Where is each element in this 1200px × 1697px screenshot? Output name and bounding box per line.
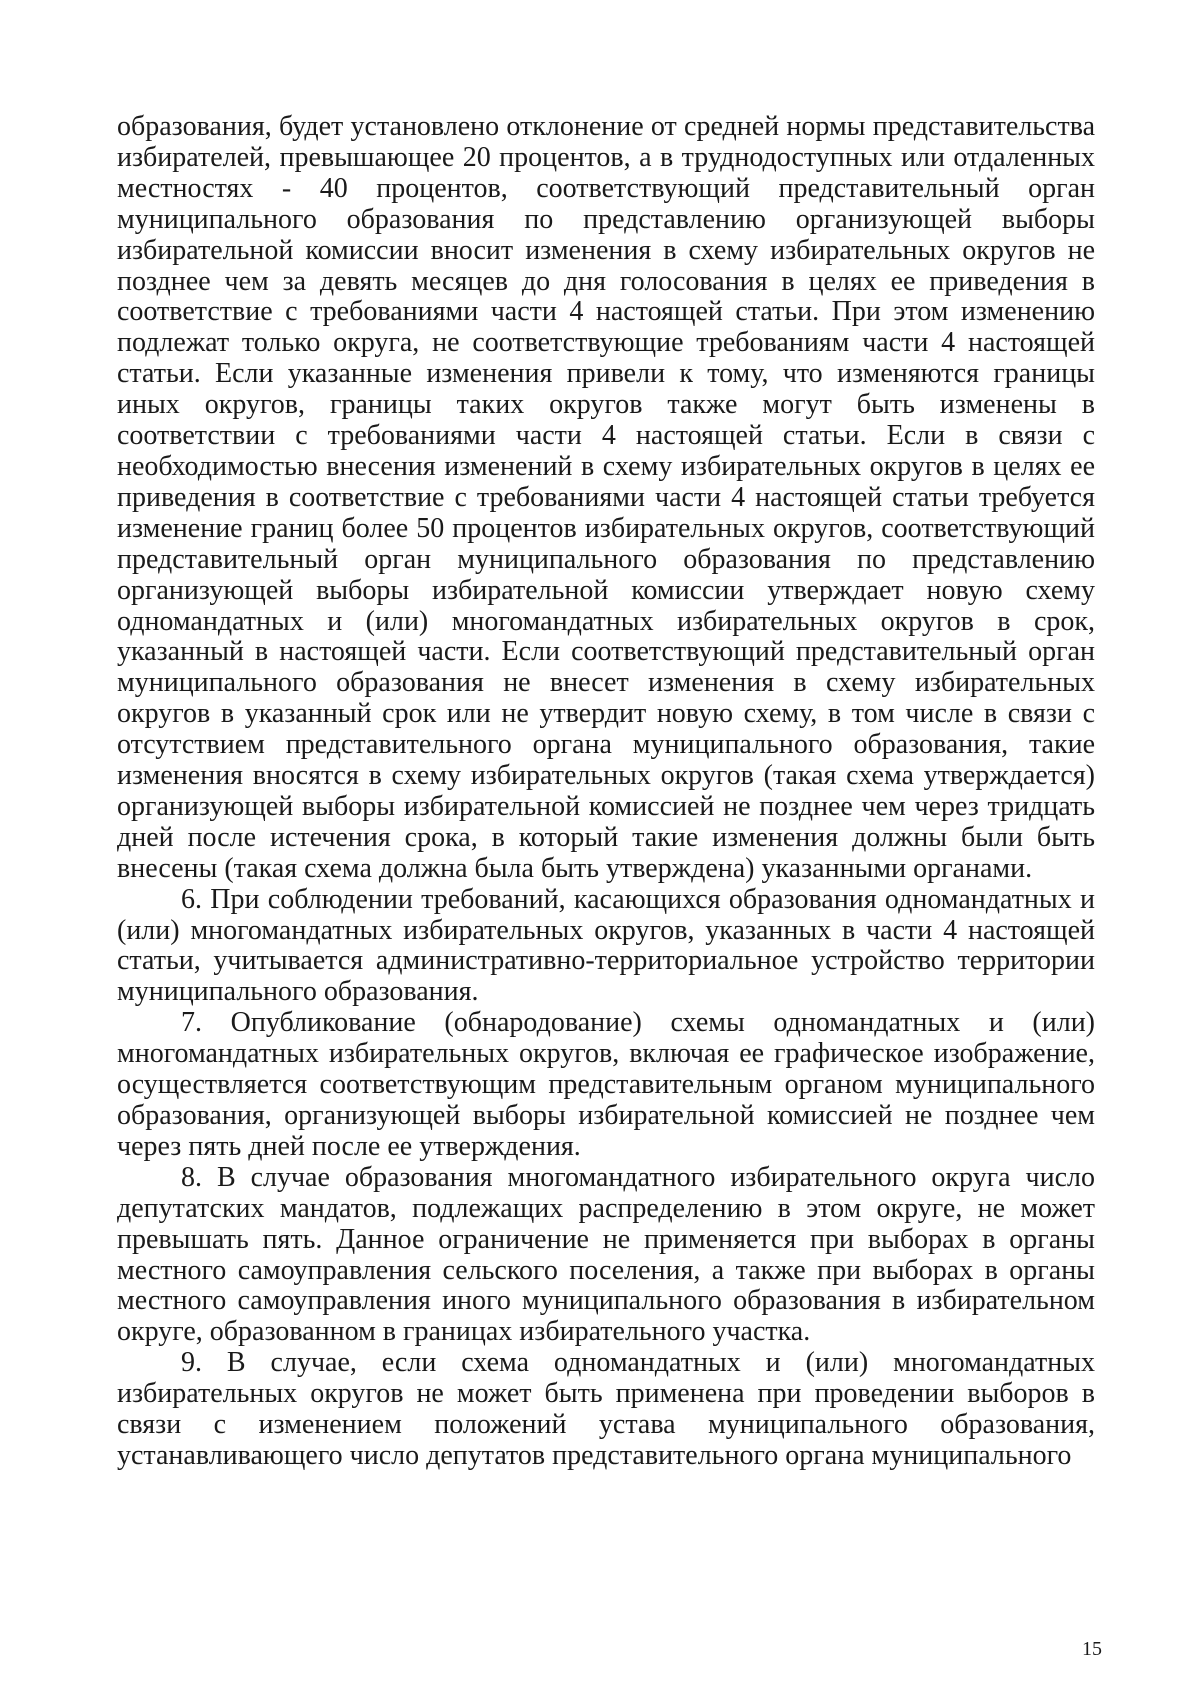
- document-body: [117, 112, 1095, 1472]
- paragraph-6: 6. При соблюдении требований, касающихся образования одномандатных и (или) многомандатных избирательных округов, указанных в части 4 настоящей статьи, учитывается административно-территориальное устройство территории муниципального образования.: [117, 883, 1095, 1008]
- paragraph-8: 8. В случае образования многомандатного избирательного округа число депутатских мандатов, подлежащих распределению в этом округе, не может превышать пять. Данное ограничение не применяется при выборах в органы местного самоуправления сельского поселения, а также при выборах в органы местного самоуправления иного муниципального образования в избирательном округе, образованном в границах избирательного участка.: [117, 1161, 1095, 1348]
- paragraph-continuation: образования, будет установлено отклонение от средней нормы представительства избирателей, превышающее 20 процентов, а в труднодоступных или отдаленных местностях - 40 процентов, соответствующий представительный орган муниципального образования по представлению организующей выборы избирательной комиссии вносит изменения в схему избирательных округов не позднее чем за девять месяцев до дня голосования в целях ее приведения в соответствие с требованиями части 4 настоящей статьи. При этом изменению подлежат только округа, не соответствующие требованиям части 4 настоящей статьи. Если указанные изменения привели к тому, что изменяются границы иных округов, границы таких округов также могут быть изменены в соответствии с требованиями части 4 настоящей статьи. Если в связи с необходимостью внесения изменений в схему избирательных округов в целях ее приведения в соответствие с требованиями части 4 настоящей статьи требуется изменение границ более 50 процентов избирательных округов, соответствующий представительный орган муниципального образования по представлению организующей выборы избирательной комиссии утверждает новую схему одномандатных и (или) многомандатных избирательных округов в срок, указанный в настоящей части. Если соответствующий представительный орган муниципального образования не внесет изменения в схему избирательных округов в указанный срок или не утвердит новую схему, в том числе в связи с отсутствием представительного органа муниципального образования, такие изменения вносятся в схему избирательных округов (такая схема утверждается) организующей выборы избирательной комиссией не позднее чем через тридцать дней после истечения срока, в который такие изменения должны были быть внесены (такая схема должна была быть утверждена) указанными органами.: [117, 111, 1095, 884]
- paragraph-7: 7. Опубликование (обнародование) схемы одномандатных и (или) многомандатных избирательных округов, включая ее графическое изображение, осуществляется соответствующим представительным органом муниципального образования, организующей выборы избирательной комиссией не позднее чем через пять дней после ее утверждения.: [117, 1007, 1095, 1162]
- paragraph-9: 9. В случае, если схема одномандатных и (или) многомандатных избирательных округов не может быть применена при проведении выборов в связи с изменением положений устава муниципального образования, устанавливающего число депутатов представительного органа муниципального: [117, 1347, 1095, 1471]
- page-number: 15: [1082, 1638, 1102, 1660]
